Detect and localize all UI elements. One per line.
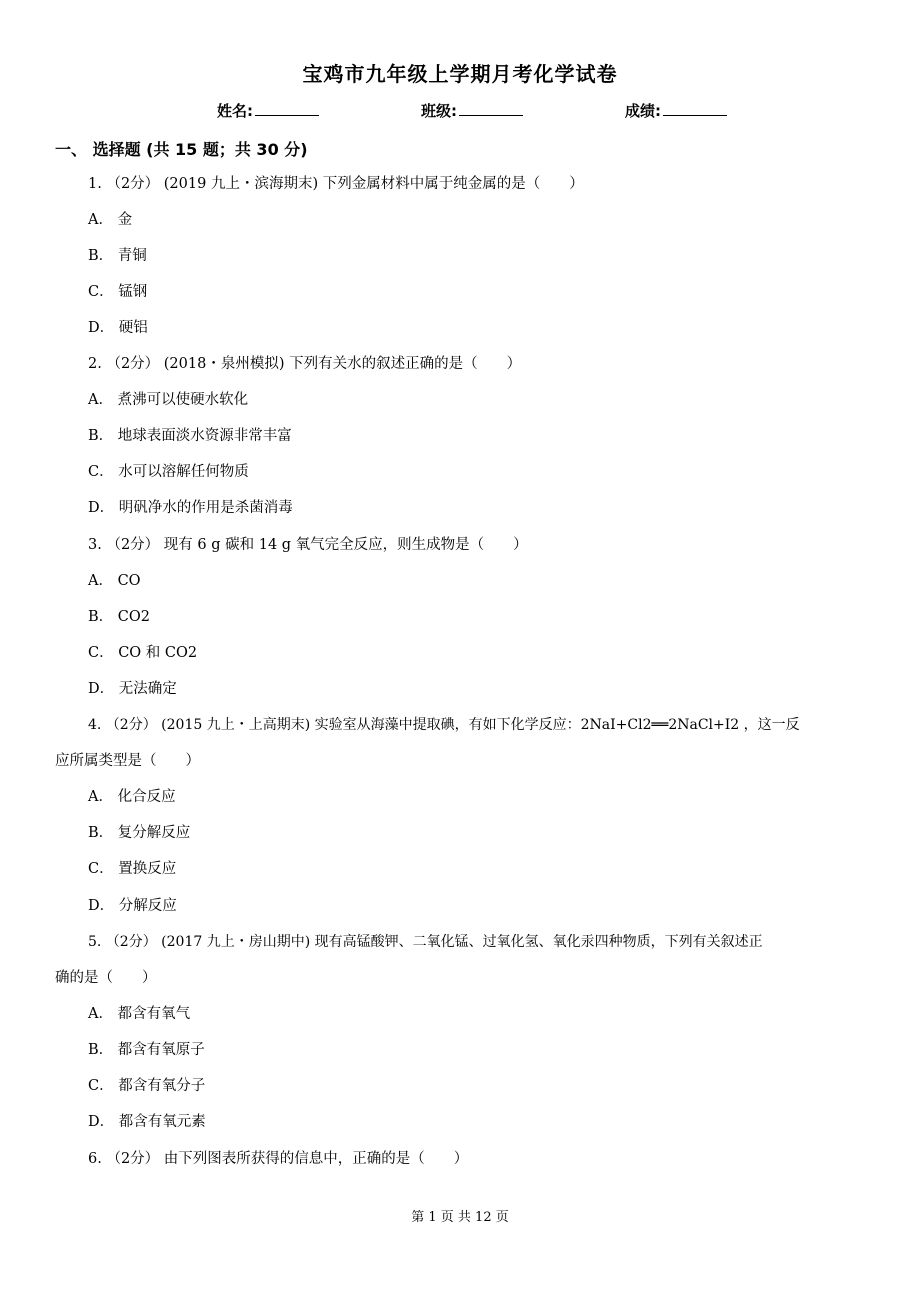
- option: C． 置换反应: [88, 861, 177, 877]
- student-info-row: [0, 100, 920, 122]
- option: D． 明矾净水的作用是杀菌消毒: [88, 500, 293, 516]
- question-stem: 6. （2分） 由下列图表所获得的信息中，正确的是（ ）: [88, 1151, 469, 1167]
- option: D． 硬铝: [88, 320, 148, 336]
- option: B． 青铜: [88, 248, 147, 264]
- option: A． CO: [88, 573, 141, 589]
- question-stem-continuation: 应所属类型是（ ）: [55, 753, 200, 769]
- class-field: [421, 100, 523, 121]
- question-stem: 5. （2分） (2017 九上・房山期中) 现有高锰酸钾、二氧化锰、过氧化氢、氧化汞四种物质，下列有关叙述正: [88, 934, 763, 950]
- option: B． 地球表面淡水资源非常丰富: [88, 428, 292, 444]
- score-field: [625, 100, 727, 121]
- exam-title: 宝鸡市九年级上学期月考化学试卷: [302, 62, 618, 86]
- class-label: 班级:: [421, 102, 457, 120]
- option: C． 水可以溶解任何物质: [88, 464, 249, 480]
- name-label: 姓名:: [217, 102, 253, 120]
- score-blank: [663, 101, 727, 116]
- option: A． 化合反应: [88, 789, 176, 805]
- score-label: 成绩:: [625, 102, 661, 120]
- option: D． 都含有氧元素: [88, 1114, 206, 1130]
- question-stem: 2. （2分） (2018・泉州模拟) 下列有关水的叙述正确的是（ ）: [88, 356, 522, 372]
- question-stem: 1. （2分） (2019 九上・滨海期末) 下列金属材料中属于纯金属的是（ ）: [88, 176, 584, 192]
- class-blank: [459, 101, 523, 116]
- option: D． 无法确定: [88, 681, 177, 697]
- question-stem: 4. （2分） (2015 九上・上高期末) 实验室从海藻中提取碘，有如下化学反应：2NaI+Cl2══2NaCl+I2 ，这一反: [88, 717, 800, 733]
- option: B． 复分解反应: [88, 825, 191, 841]
- section-header: 一、 选择题 (共 15 题；共 30 分): [55, 140, 308, 159]
- option: A． 都含有氧气: [88, 1006, 191, 1022]
- name-blank: [255, 101, 319, 116]
- option: C． CO 和 CO2: [88, 645, 198, 661]
- question-stem-continuation: 确的是（ ）: [55, 970, 157, 986]
- option: A． 煮沸可以使硬水软化: [88, 392, 249, 408]
- name-field: [217, 100, 319, 121]
- option: B． 都含有氧原子: [88, 1042, 205, 1058]
- option: D． 分解反应: [88, 898, 177, 914]
- option: C． 锰钢: [88, 284, 148, 300]
- option: A． 金: [88, 212, 133, 228]
- page-footer: 第 1 页 共 12 页: [411, 1210, 509, 1225]
- question-stem: 3. （2分） 现有 6 g 碳和 14 g 氧气完全反应，则生成物是（ ）: [88, 537, 528, 553]
- option: C． 都含有氧分子: [88, 1078, 206, 1094]
- option: B． CO2: [88, 609, 150, 625]
